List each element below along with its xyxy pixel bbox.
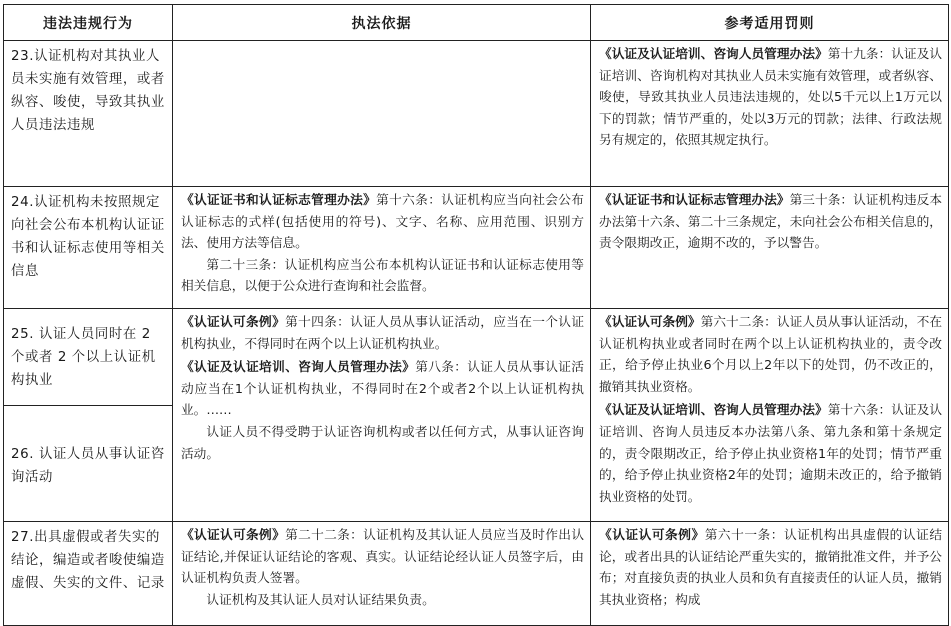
penalty-cell xyxy=(591,309,949,522)
violation-text: 26. 认证人员从事认证咨询活动 xyxy=(11,446,165,485)
penalty-paragraph xyxy=(599,524,942,610)
penalty-cell xyxy=(591,187,949,309)
penalty-cell xyxy=(591,522,949,626)
law-text: 第六十一条：认证机构出具虚假的认证结论，或者出具的认证结论严重失实的，撤销批准文件，并予公布；对直接负责的执业人员和负有直接责任的认证人员，撤销其执业资格；构成 xyxy=(599,527,943,607)
law-text: 第十六条：认证机构应当向社会公布认证标志的式样(包括使用的符号)、文字、名称、应用范围、识别方法、使用方法等信息。 xyxy=(181,192,584,251)
basis-paragraph xyxy=(181,189,584,254)
law-text: 第十九条：认证及认证培训、咨询机构对其执业人员未实施有效管理，或者纵容、唆使，导致其执业人员违法违规的，处以5千元以上1万元以下的罚款；情节严重的，处以3万元的罚款；法律、行政法规另有规定的，依照其规定执行。 xyxy=(599,46,943,148)
violation-cell xyxy=(4,406,173,522)
law-text: 第三十条：认证机构违反本办法第十六条、第二十三条规定，未向社会公布相关信息的，责令限期改正，逾期不改的，予以警告。 xyxy=(599,192,943,251)
law-title: 《认证及认证培训、咨询人员管理办法》 xyxy=(181,359,416,375)
law-title: 《认证认可条例》 xyxy=(599,527,705,542)
header-penalty: 参考适用罚则 xyxy=(591,5,949,41)
violation-text: 25. 认证人员同时在 2 个或者 2 个以上认证机构执业 xyxy=(11,327,156,388)
law-title: 《认证及认证培训、咨询人员管理办法》 xyxy=(599,46,828,61)
basis-paragraph: 第二十三条：认证机构应当公布本机构认证证书和认证标志使用等相关信息，以便于公众进行查询和社会监督。 xyxy=(181,256,584,294)
violation-text: 23.认证机构对其执业人员未实施有效管理，或者纵容、唆使，导致其执业人员违法违规 xyxy=(11,49,165,133)
header-violation: 违法违规行为 xyxy=(4,5,173,41)
basis-paragraph xyxy=(181,356,584,421)
regulation-table xyxy=(3,4,949,626)
law-title: 《认证认可条例》 xyxy=(181,314,286,329)
law-title: 《认证证书和认证标志管理办法》 xyxy=(599,192,790,207)
law-title: 《认证认可条例》 xyxy=(599,314,701,329)
basis-cell xyxy=(173,522,591,626)
basis-paragraph: 认证机构及其认证人员对认证结果负责。 xyxy=(206,591,435,607)
law-text: 第十四条：认证人员从事认证活动，应当在一个认证机构执业，不得同时在两个以上认证机构执业。 xyxy=(181,314,585,351)
penalty-paragraph xyxy=(599,189,942,254)
violation-cell xyxy=(4,309,173,406)
header-basis: 执法依据 xyxy=(173,5,591,41)
table-row xyxy=(4,309,949,406)
law-text: 第十六条：认证及认证培训、咨询人员违反本办法第八条、第九条和第十条规定的，责令限期改正，给予停止执业资格1年的处罚；情节严重的，给予停止执业资格2年的处罚；逾期未改正的，给予撤销执业资格的处罚。 xyxy=(599,402,943,504)
basis-paragraph xyxy=(181,311,584,354)
law-title: 《认证及认证培训、咨询人员管理办法》 xyxy=(599,402,828,418)
penalty-paragraph xyxy=(599,399,942,507)
violation-cell xyxy=(4,187,173,309)
law-text: 第八条：认证人员从事认证活动应当在1个认证机构执业，不得同时在2个或者2个以上认证机构执业。…… xyxy=(181,359,584,418)
basis-cell xyxy=(173,309,591,522)
basis-paragraph xyxy=(181,524,584,589)
table-row xyxy=(4,41,949,187)
violation-cell xyxy=(4,522,173,626)
basis-cell xyxy=(173,41,591,187)
header-row xyxy=(4,5,949,41)
violation-cell xyxy=(4,41,173,187)
table-row xyxy=(4,187,949,309)
law-text: 第六十二条：认证人员从事认证活动，不在认证机构执业或者同时在两个以上认证机构执业的，责令改正，给予停止执业6个月以上2年以下的处罚，仍不改正的，撤销其执业资格。 xyxy=(599,314,943,394)
law-title: 《认证认可条例》 xyxy=(181,527,286,542)
violation-text: 24.认证机构未按照规定向社会公布本机构认证证书和认证标志使用等相关信息 xyxy=(11,195,165,279)
violation-text: 27.出具虚假或者失实的结论，编造或者唆使编造虚假、失实的文件、记录 xyxy=(11,530,165,591)
penalty-paragraph xyxy=(599,311,942,397)
table-row xyxy=(4,522,949,626)
penalty-paragraph xyxy=(599,43,942,151)
law-title: 《认证证书和认证标志管理办法》 xyxy=(181,192,377,207)
basis-paragraph: 认证人员不得受聘于认证咨询机构或者以任何方式，从事认证咨询活动。 xyxy=(181,423,584,461)
law-text: 第二十二条：认证机构及其认证人员应当及时作出认证结论,并保证认证结论的客观、真实。认证结论经认证人员签字后，由认证机构负责人签署。 xyxy=(181,527,585,586)
penalty-cell xyxy=(591,41,949,187)
basis-cell xyxy=(173,187,591,309)
